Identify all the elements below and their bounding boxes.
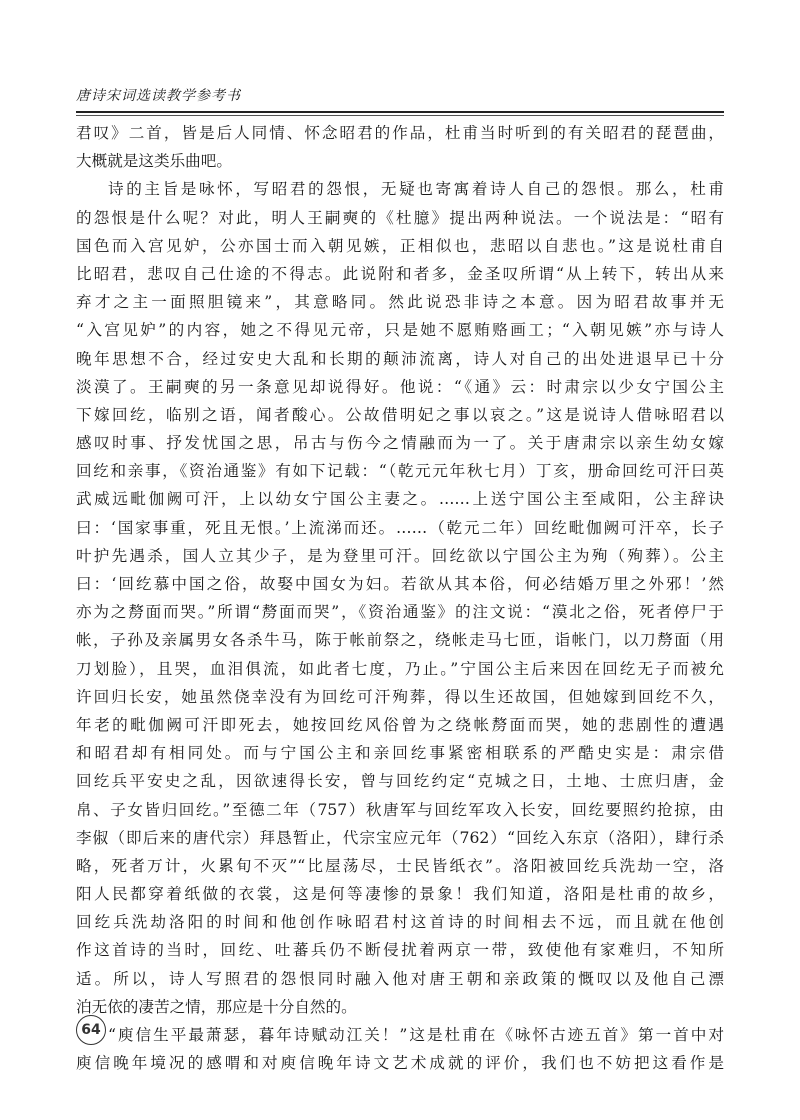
header-rule — [76, 111, 724, 113]
text-line: 君叹》二首，皆是后人同情、怀念昭君的作品，杜甫当时听到的有关昭君的琵琶曲， — [76, 124, 724, 142]
text-line: 叶护先遇杀，国人立其少子，是为登里可汗。回纥欲以宁国公主为殉（殉葬）。公主 — [76, 546, 724, 565]
text-line: 弃才之主一面照胆镜来”，其意略同。然此说恐非诗之本意。因为昭君故事并无 — [76, 293, 724, 312]
text-line: 许回归长安，她虽然侥幸没有为回纥可汗殉葬，得以生还故国，但她嫁到回纥不久， — [76, 687, 724, 706]
text-line: 回纥和亲事，《资治通鉴》有如下记载：“（乾元元年秋七月）丁亥，册命回纥可汗曰英 — [76, 462, 724, 481]
text-line: 下嫁回纥，临别之语，闻者酸心。公故借明妃之事以哀之。”这是说诗人借咏昭君以 — [76, 405, 724, 424]
body-text — [76, 119, 724, 1077]
text-line: 李俶（即后来的唐代宗）拜恳暂止，代宗宝应元年（762）“回纥入东京（洛阳），肆行杀 — [76, 828, 724, 847]
text-line: 晚年思想不合，经过安史大乱和长期的颠沛流离，诗人对自己的出处进退早已十分 — [76, 349, 724, 368]
text-line: 诗的主旨是咏怀，写昭君的怨恨，无疑也寄寓着诗人自己的怨恨。那么，杜甫 — [108, 180, 724, 199]
text-line: 大概就是这类乐曲吧。 — [76, 152, 232, 171]
text-line: 武威远毗伽阙可汗，上以幼女宁国公主妻之。……上送宁国公主至咸阳，公主辞诀 — [76, 490, 724, 509]
text-line: “入宫见妒”的内容，她之不得见元帝，只是她不愿贿赂画工；“入朝见嫉”亦与诗人 — [76, 321, 724, 340]
text-line: 帛、子女皆归回纥。”至德二年（757）秋唐军与回纥军攻入长安，回纥要照约抢掠，由 — [76, 800, 724, 819]
running-header: 唐诗宋词选读教学参考书 — [76, 88, 241, 104]
text-line: 略，死者万计，火累旬不灭”“比屋荡尽，士民皆纸衣”。洛阳被回纥兵洗劫一空，洛 — [76, 856, 724, 875]
text-line: 年老的毗伽阙可汗即死去，她按回纥风俗曾为之绕帐剺面而哭，她的悲剧性的遭遇 — [76, 715, 724, 734]
text-line: 比昭君，悲叹自己仕途的不得志。此说附和者多，金圣叹所谓“从上转下，转出从来 — [76, 264, 724, 283]
text-line: 泊无依的凄苦之情，那应是十分自然的。 — [76, 997, 357, 1016]
text-line: 刀划脸），且哭，血泪俱流，如此者七度，乃止。”宁国公主后来因在回纥无子而被允 — [76, 659, 724, 678]
text-line: 回纥兵平安史之乱，因欲速得长安，曾与回纥约定“克城之日，土地、士庶归唐，金 — [76, 772, 724, 791]
text-line: 阳人民都穿着纸做的衣裳，这是何等凄惨的景象！我们知道，洛阳是杜甫的故乡， — [76, 885, 724, 904]
text-line: 适。所以，诗人写照君的怨恨同时融入他对唐王朝和亲政策的慨叹以及他自己漂 — [76, 969, 724, 988]
text-line: 曰：‘国家事重，死且无恨。’上流涕而还。……（乾元二年）回纥毗伽阙可汗卒，长子 — [76, 518, 724, 537]
page-number-badge: 64 — [76, 1015, 106, 1045]
text-line: 感叹时事、抒发忧国之思，吊古与伤今之情融而为一了。关于唐肃宗以亲生幼女嫁 — [76, 434, 724, 453]
text-line: 庾信晚年境况的感喟和对庾信晚年诗文艺术成就的评价，我们也不妨把这看作是 — [76, 1054, 724, 1073]
text-line: 的怨恨是什么呢？对此，明人王嗣奭的《杜臆》提出两种说法。一个说法是：“昭有 — [76, 208, 724, 227]
text-line: 国色而入宫见妒，公亦国士而入朝见嫉，正相似也，悲昭以自悲也。”这是说杜甫自 — [76, 236, 724, 255]
text-line: 回纥兵洗劫洛阳的时间和他创作咏昭君村这首诗的时间相去不远，而且就在他创 — [76, 913, 724, 932]
header-rule-thin — [76, 115, 724, 116]
text-line: 亦为之剺面而哭。”所谓“剺面而哭”，《资治通鉴》的注文说：“漠北之俗，死者停尸于 — [76, 603, 724, 622]
text-line: 淡漠了。王嗣奭的另一条意见却说得好。他说：“《通》云：时肃宗以少女宁国公主 — [76, 377, 724, 396]
text-line: “庾信生平最萧瑟，暮年诗赋动江关！”这是杜甫在《咏怀古迹五首》第一首中对 — [108, 1026, 724, 1044]
text-line: 和昭君却有相同处。而与宁国公主和亲回纥事紧密相联系的严酷史实是：肃宗借 — [76, 744, 724, 763]
text-line: 帐，子孙及亲属男女各杀牛马，陈于帐前祭之，绕帐走马七匝，诣帐门，以刀剺面（用 — [76, 631, 724, 650]
text-line: 作这首诗的当时，回纥、吐蕃兵仍不断侵扰着两京一带，致使他有家难归，不知所 — [76, 941, 724, 960]
text-line: 曰：‘回纥慕中国之俗，故娶中国女为妇。若欲从其本俗，何必结婚万里之外邪！’然 — [76, 575, 724, 593]
